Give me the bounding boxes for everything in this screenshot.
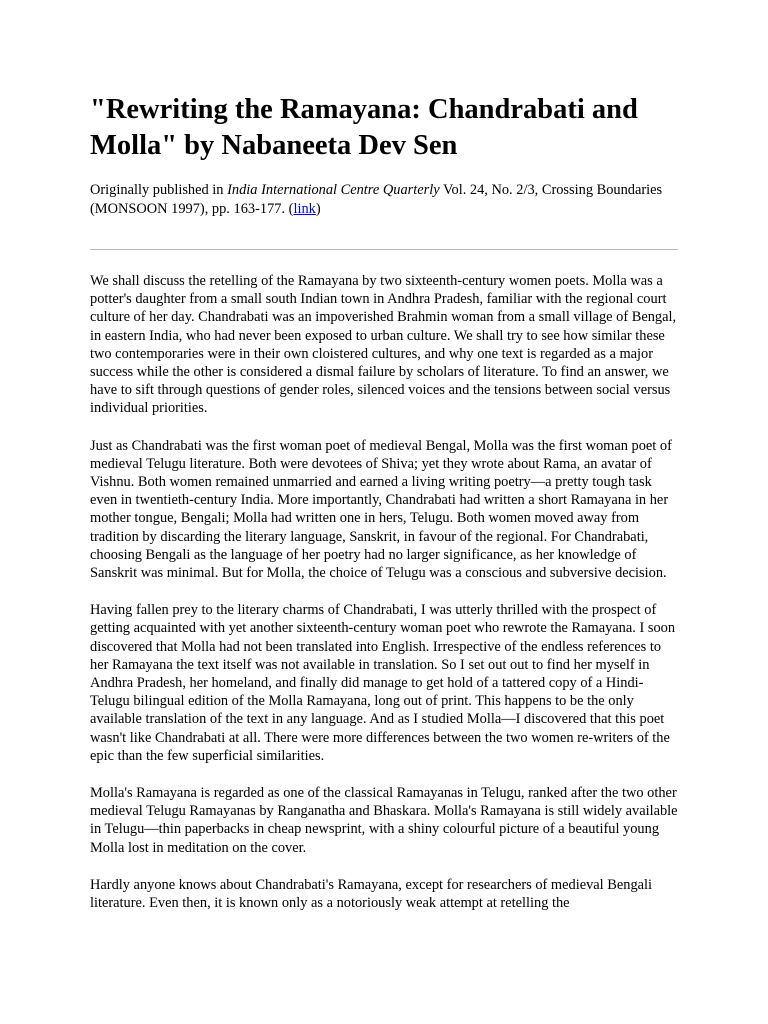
article-body (90, 272, 682, 912)
paragraph-5: Hardly anyone knows about Chandrabati's Ramayana, except for researchers of medieval Bengali literature. Even then, it is known only as a notoriously weak attempt at retelling the (90, 876, 653, 912)
source-link[interactable]: link (293, 201, 316, 217)
publication-details: Vol. 24, No. 2/3, Crossing Boundaries (MONSOON 1997), pp. 163-177. ( (90, 182, 663, 217)
paragraph-4: Molla's Ramayana is regarded as one of the classical Ramayanas in Telugu, ranked after the two other medieval Telugu Ramayanas by Ranganatha and Bhaskara. Molla's Ramayana is still widely available in Telugu—thin paperbacks in cheap newsprint, with a shiny colourful picture of a beautiful young Molla lost in meditation on the cover. (90, 785, 678, 856)
paragraph-3: Having fallen prey to the literary charms of Chandrabati, I was utterly thrilled with the prospect of getting acquainted with yet another sixteenth-century woman poet who rewrote the Ramayana. I soon discovered that Molla had not been translated into English. Irrespective of the endless references to her Ramayana the text itself was not available in translation. So I set out out to find her myself in Andhra Pradesh, her homeland, and finally did manage to get hold of a tattered copy of a Hindi-Telugu bilingual edition of the Molla Ramayana, long out of print. This happens to be the only available translation of the text in any language. And as I studied Molla—I discovered that this poet wasn't like Chandrabati at all. There were more differences between the two women re-writers of the epic than the few superficial similarities. (90, 602, 676, 764)
publication-suffix: ) (315, 201, 321, 217)
paragraph-1: We shall discuss the retelling of the Ramayana by two sixteenth-century women poets. Molla was a potter's daughter from a small south Indian town in Andhra Pradesh, familiar with the regional court culture of her day. Chandrabati was an impoverished Brahmin woman from a small village of Bengal, in eastern India, who had never been exposed to urban culture. We shall try to see how similar these two contemporaries were in their own cloistered cultures, and why one text is regarded as a major success while the other is considered a dismal failure by scholars of literature. To find an answer, we have to sift through questions of gender roles, silenced voices and the tensions between social versus individual priorities. (90, 273, 677, 417)
horizontal-divider (90, 249, 678, 250)
publication-prefix: Originally published in (90, 182, 228, 198)
paragraph-2: Just as Chandrabati was the first woman poet of medieval Bengal, Molla was the first woman poet of medieval Telugu literature. Both were devotees of Shiva; yet they wrote about Rama, an avatar of Vishnu. Both women remained unmarried and earned a living writing poetry—a pretty tough task even in twentieth-century India. More importantly, Chandrabati had written a short Ramayana in her mother tongue, Bengali; Molla had written one in hers, Telugu. Both women moved away from tradition by discarding the literary language, Sanskrit, in favour of the regional. For Chandrabati, choosing Bengali as the language of her poetry had no larger significance, as her knowledge of Sanskrit was minimal. But for Molla, the choice of Telugu was a conscious and subversive decision. (90, 437, 672, 582)
article-title: "Rewriting the Ramayana: Chandrabati and Molla" by Nabaneeta Dev Sen (90, 94, 638, 161)
journal-name: India International Centre Quarterly (227, 182, 440, 198)
publication-info (90, 181, 680, 219)
